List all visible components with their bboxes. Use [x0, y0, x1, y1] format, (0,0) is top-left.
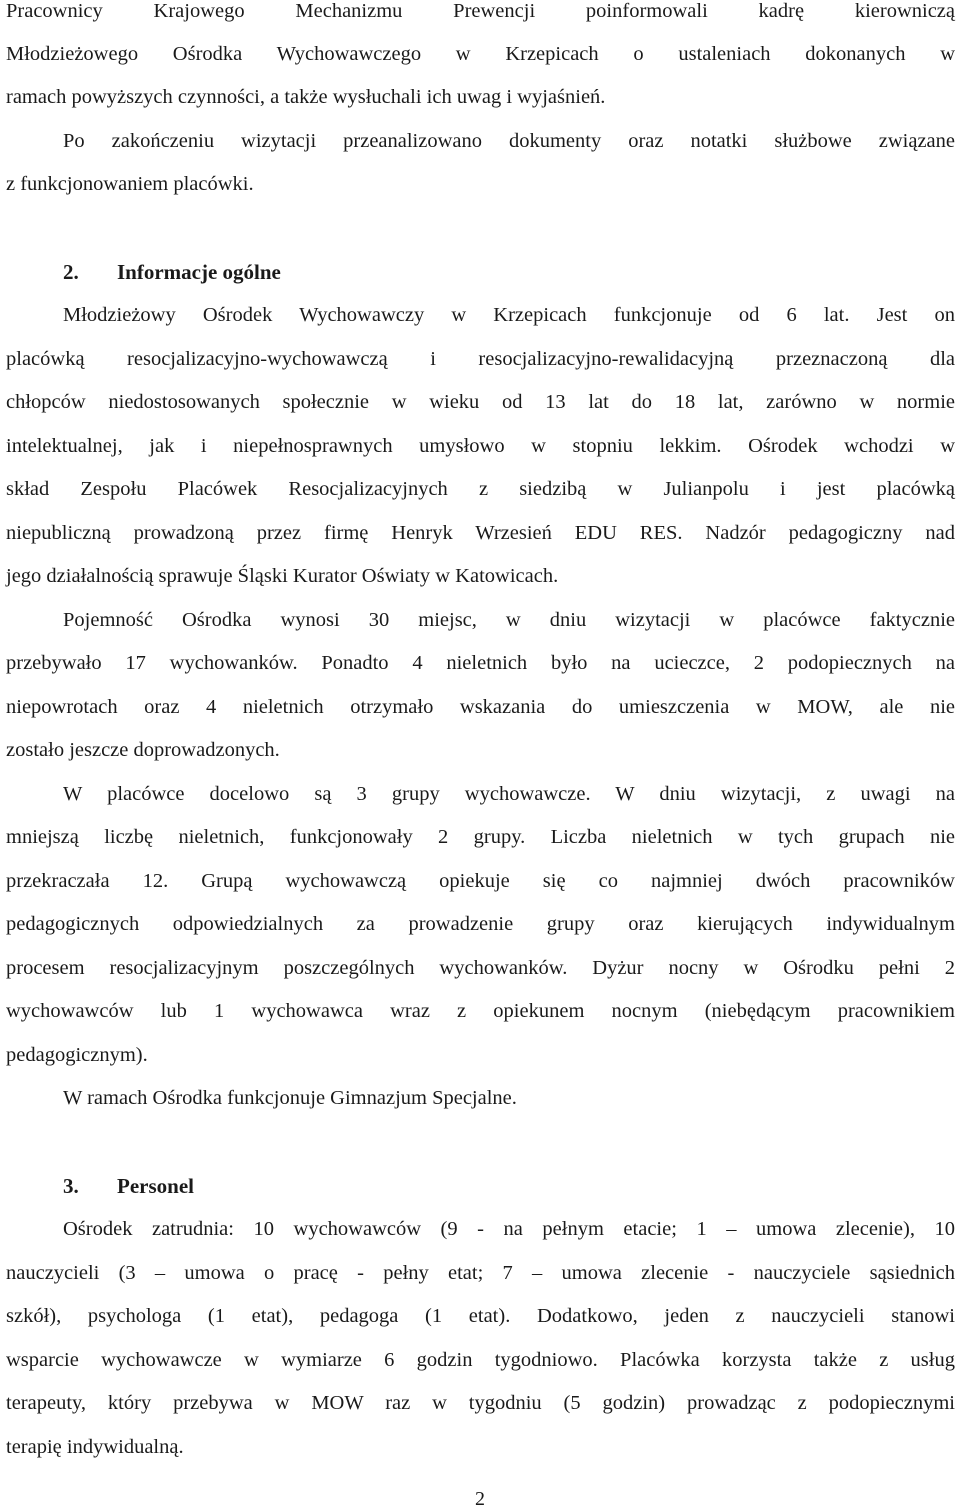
text-line: placówką resocjalizacyjno-wychowawczą i resocjalizacyjno-rewalidacyjną przeznaczoną dla: [6, 348, 955, 370]
text-line: Pojemność Ośrodka wynosi 30 miejsc, w dniu wizytacji w placówce faktycznie: [63, 609, 955, 631]
text-line: niepubliczną prowadzoną przez firmę Henryk Wrzesień EDU RES. Nadzór pedagogiczny nad: [6, 522, 955, 544]
text-line: ramach powyższych czynności, a także wysłuchali ich uwag i wyjaśnień.: [6, 86, 606, 108]
text-line: pedagogicznych odpowiedzialnych za prowadzenie grupy oraz kierujących indywidualnym: [6, 913, 955, 935]
text-line: Ośrodek zatrudnia: 10 wychowawców (9 - na pełnym etacie; 1 – umowa zlecenie), 10: [63, 1218, 955, 1240]
text-line: W placówce docelowo są 3 grupy wychowawcze. W dniu wizytacji, z uwagi na: [63, 783, 955, 805]
text-line: zostało jeszcze doprowadzonych.: [6, 739, 280, 761]
text-line: przekraczała 12. Grupą wychowawczą opiekuje się co najmniej dwóch pracowników: [6, 870, 955, 892]
text-line: przebywało 17 wychowanków. Ponadto 4 nieletnich było na ucieczce, 2 podopiecznych na: [6, 652, 955, 674]
text-line: szkół), psychologa (1 etat), pedagoga (1 etat). Dodatkowo, jeden z nauczycieli stanowi: [6, 1305, 955, 1327]
text-line: Młodzieżowy Ośrodek Wychowawczy w Krzepicach funkcjonuje od 6 lat. Jest on: [63, 304, 955, 326]
text-line: jego działalnością sprawuje Śląski Kurator Oświaty w Katowicach.: [6, 565, 559, 587]
text-line: terapeuty, który przebywa w MOW raz w tygodniu (5 godzin) prowadząc z podopiecznymi: [6, 1392, 955, 1414]
text-line: intelektualnej, jak i niepełnosprawnych umysłowo w stopniu lekkim. Ośrodek wchodzi w: [6, 435, 955, 457]
text-line: Pracownicy Krajowego Mechanizmu Prewencji poinformowali kadrę kierowniczą: [6, 0, 955, 22]
text-line: procesem resocjalizacyjnym poszczególnych wychowanków. Dyżur nocny w Ośrodku pełni 2: [6, 957, 955, 979]
text-line: mniejszą liczbę nieletnich, funkcjonowały 2 grupy. Liczba nieletnich w tych grupach nie: [6, 826, 955, 848]
section-title: Personel: [117, 1174, 194, 1198]
text-line: skład Zespołu Placówek Resocjalizacyjnych z siedzibą w Julianpolu i jest placówką: [6, 478, 955, 500]
text-line: wsparcie wychowawcze w wymiarze 6 godzin tygodniowo. Placówka korzysta także z usług: [6, 1349, 955, 1371]
text-line: pedagogicznym).: [6, 1044, 148, 1066]
page-number: 2: [475, 1488, 485, 1510]
text-line: Po zakończeniu wizytacji przeanalizowano dokumenty oraz notatki służbowe związane: [63, 130, 955, 152]
text-line: terapię indywidualną.: [6, 1436, 184, 1458]
text-line: wychowawców lub 1 wychowawca wraz z opiekunem nocnym (niebędącym pracownikiem: [6, 1000, 955, 1022]
text-line: W ramach Ośrodka funkcjonuje Gimnazjum Specjalne.: [63, 1087, 517, 1109]
text-line: Młodzieżowego Ośrodka Wychowawczego w Krzepicach o ustaleniach dokonanych w: [6, 43, 955, 65]
section-number: 2.: [63, 260, 79, 284]
text-line: z funkcjonowaniem placówki.: [6, 173, 254, 195]
section-title: Informacje ogólne: [117, 260, 281, 284]
section-number: 3.: [63, 1174, 79, 1198]
text-line: nauczycieli (3 – umowa o pracę - pełny etat; 7 – umowa zlecenie - nauczyciele sąsiednich: [6, 1262, 955, 1284]
text-line: chłopców niedostosowanych społecznie w wieku od 13 lat do 18 lat, zarówno w normie: [6, 391, 955, 413]
text-line: niepowrotach oraz 4 nieletnich otrzymało wskazania do umieszczenia w MOW, ale nie: [6, 696, 955, 718]
